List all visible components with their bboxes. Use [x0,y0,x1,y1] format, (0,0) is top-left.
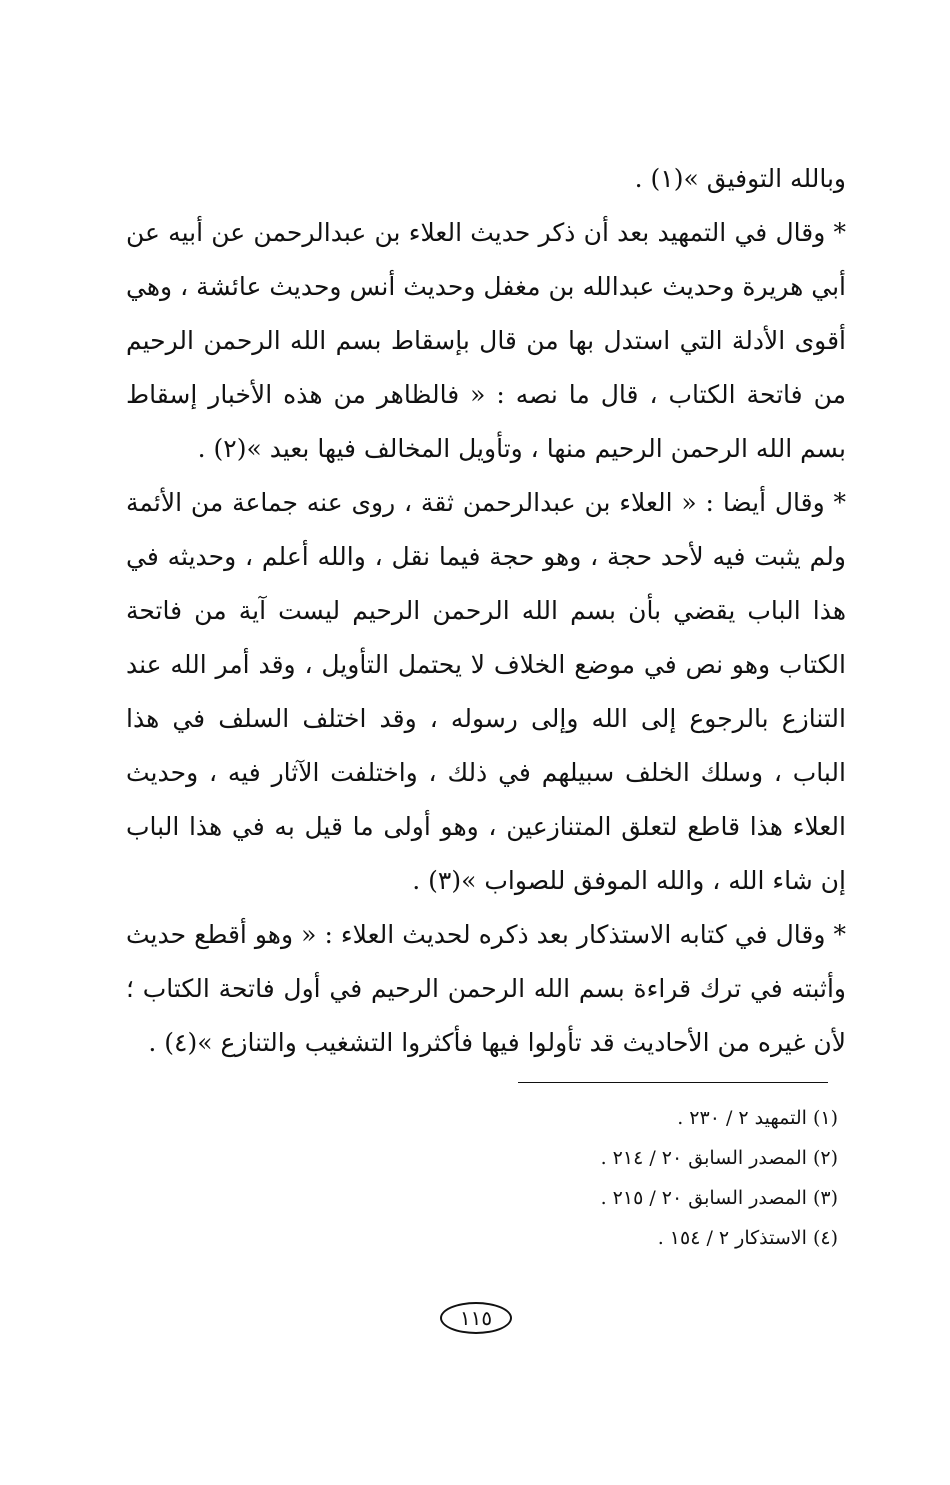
footnote: (١) التمهيد ٢ / ٢٣٠ . [677,1107,838,1129]
footnote: (٤) الاستذكار ٢ / ١٥٤ . [657,1227,838,1249]
main-text [126,152,846,1070]
paragraph: * وقال أيضا : « العلاء بن عبدالرحمن ثقة ، روى عنه جماعة من الأئمة ولم يثبت فيه لأحد حجة ، وهو حجة فيما نقل ، والله أعلم ، وحديثه في هذا الباب يقضي بأن بسم الله الرحمن الرحيم ليست آية من فاتحة الكتاب وهو نص في موضع الخلاف لا يحتمل التأويل ، وقد أمر الله عند التنازع بالرجوع إلى الله وإلى رسوله ، وقد اختلف السلف في هذا الباب ، وسلك الخلف سبيلهم في ذلك ، واختلفت الآثار فيه ، وحديث العلاء هذا قاطع لتعلق المتنازعين ، وهو أولى ما قيل به في هذا الباب إن شاء الله ، والله الموفق للصواب »(٣) . [126,488,846,895]
paragraph: * وقال في التمهيد بعد أن ذكر حديث العلاء بن عبدالرحمن عن أبيه عن أبي هريرة وحديث عبدالله بن مغفل وحديث أنس وحديث عائشة ، وهي أقوى الأدلة التي استدل بها من قال بإسقاط بسم الله الرحمن الرحيم من فاتحة الكتاب ، قال ما نصه : « فالظاهر من هذه الأخبار إسقاط بسم الله الرحمن الرحيم منها ، وتأويل المخالف فيها بعيد »(٢) . [126,218,846,463]
footnote-divider [518,1082,828,1083]
footnotes [480,1098,838,1258]
footnote: (٢) المصدر السابق ٢٠ / ٢١٤ . [600,1147,838,1169]
page-number: ١١٥ [440,1302,512,1334]
paragraph: * وقال في كتابه الاستذكار بعد ذكره لحديث العلاء : « وهو أقطع حديث وأثبته في ترك قراءة بسم الله الرحمن الرحيم في أول فاتحة الكتاب ؛ لأن غيره من الأحاديث قد تأولوا فيها فأكثروا التشغيب والتنازع »(٤) . [126,920,846,1057]
footnote: (٣) المصدر السابق ٢٠ / ٢١٥ . [600,1187,838,1209]
paragraph: وبالله التوفيق »(١) . [634,164,846,193]
